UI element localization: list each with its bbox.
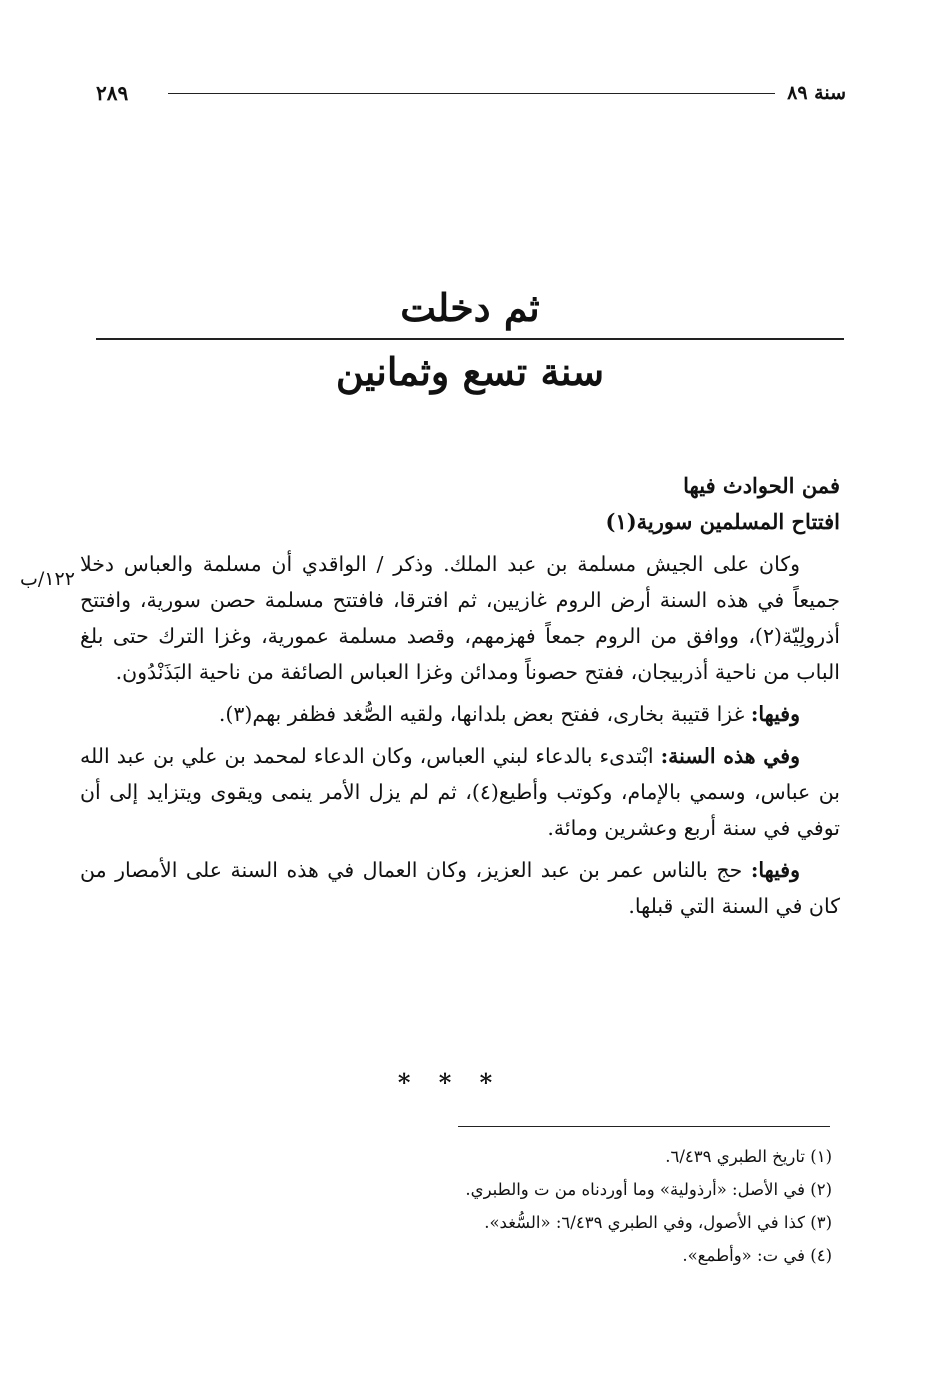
- chapter-heading: [96, 282, 844, 398]
- section-separator: * * *: [397, 1068, 503, 1097]
- footnote-3: (٣) كذا في الأصول، وفي الطبري ٦/٤٣٩: «السُّغد».: [484, 1213, 832, 1232]
- heading-line-2: سنة تسع وثمانين: [335, 349, 605, 394]
- paragraph-text: حج بالناس عمر بن عبد العزيز، وكان العمال في هذه السنة على الأمصار من كان في السنة التي قبلها.: [80, 858, 840, 918]
- running-header: [96, 78, 846, 108]
- body-text: [80, 468, 840, 924]
- paragraph-text: غزا قتيبة بخارى، ففتح بعض بلدانها، ولقيه الصُّغد فظفر بهم(٣).: [218, 702, 745, 726]
- footnote-4: (٤) في ت: «وأطمع».: [682, 1246, 832, 1265]
- heading-line-1: ثم دخلت: [400, 285, 540, 330]
- paragraph-lead: وفيها:: [750, 702, 800, 726]
- paragraph-1: [80, 546, 840, 690]
- paragraph-lead: وفيها:: [750, 858, 800, 882]
- subsection-title: افتتاح المسلمين سورية(١): [605, 509, 840, 534]
- paragraph-3: [80, 738, 840, 846]
- paragraph-2: [80, 696, 840, 732]
- paragraph-text: وكان على الجيش مسلمة بن عبد الملك. وذكر / الواقدي أن مسلمة والعباس دخلا جميعاً في هذه السنة أرض الروم غازيين، ثم افترقا، فافتتح مسلمة حصن سورية، وافتتح أذرولِيّة(٢)، ووافق من الروم جمعاً فهزمهم، وقصد مسلمة عمورية، وغزا الترك حتى بلغ الباب من ناحية أذربيجان، ففتح حصوناً ومدائن وغزا العباس الصائفة من ناحية البَذَنْدُون.: [80, 552, 840, 684]
- page-number: ٢٨٩: [96, 81, 129, 105]
- paragraph-4: [80, 852, 840, 924]
- running-title: سنة ٨٩: [787, 82, 846, 104]
- section-title: فمن الحوادث فيها: [683, 473, 840, 498]
- footnotes: [120, 1140, 832, 1272]
- footnote-1: (١) تاريخ الطبري ٦/٤٣٩.: [665, 1147, 832, 1166]
- paragraph-lead: وفي هذه السنة:: [660, 744, 800, 768]
- footnote-2: (٢) في الأصل: «أرذولية» وما أوردناه من ت والطبري.: [465, 1180, 832, 1199]
- header-rule: [168, 93, 775, 94]
- heading-rule: [96, 338, 844, 340]
- margin-note: ١٢٢/ب: [20, 568, 75, 590]
- paragraph-text: ابْتدىء بالدعاء لبني العباس، وكان الدعاء لمحمد بن علي بن عبد الله بن عباس، وسمي بالإمام، وكوتب وأطيع(٤)، ثم لم يزل الأمر ينمى ويقوى ويتزايد إلى أن توفي في سنة أربع وعشرين ومائة.: [80, 744, 841, 840]
- footnote-rule: [458, 1126, 830, 1127]
